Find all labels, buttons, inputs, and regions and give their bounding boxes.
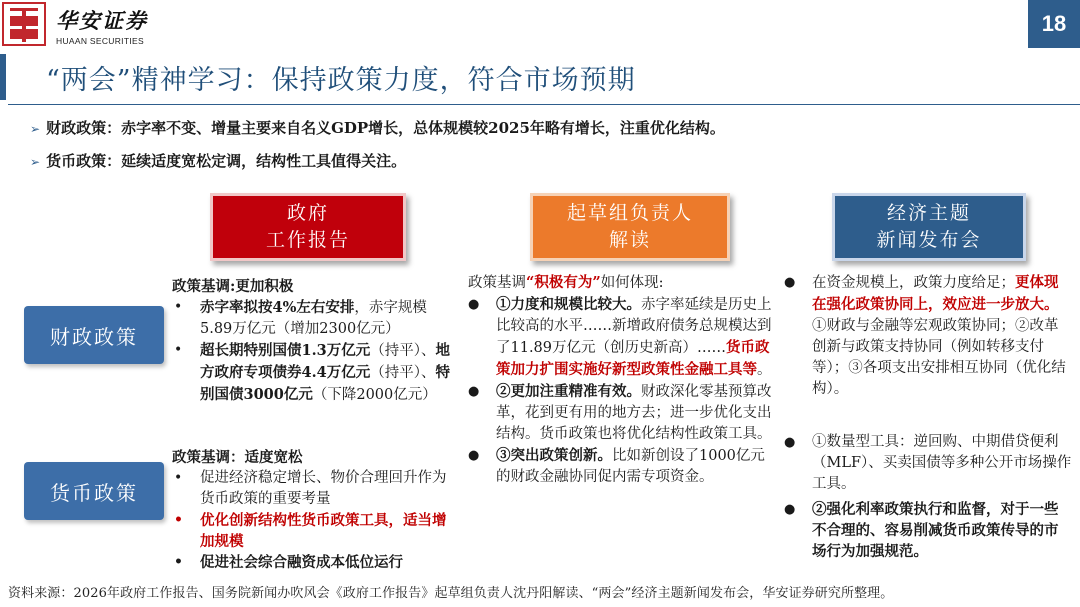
list-item: ● ②强化利率政策执行和监督，对于一些不合理的、容易削减货币政策传导的市场行为加强规范。 (784, 499, 1072, 562)
row-label-monetary: 货币政策 (24, 462, 164, 520)
list-item: • 赤字率拟按4%左右安排，赤字规模5.89万亿元（增加2300亿元） (172, 297, 457, 340)
press-monetary-block (784, 432, 1072, 562)
page-title: “两会”精神学习：保持政策力度，符合市场预期 (46, 65, 636, 96)
list-item: ● 在资金规模上，政策力度给足；更体现在强化政策协同上，效应进一步放大。①财政与金融等宏观政策协同；②改革创新与政策支持协同（例如转移支付等）；③各项支出安排相互协同（优化结构）。 (784, 272, 1072, 400)
page-number: 18 (1028, 0, 1080, 48)
gov-monetary-heading: 政策基调：适度宽松 (172, 449, 303, 466)
drafting-intro: 政策基调“积极有为”如何体现: (468, 274, 664, 291)
summary-monetary: ➢ 货币政策：延续适度宽松定调，结构性工具值得关注。 (30, 152, 407, 170)
title-accent-bar (0, 54, 6, 100)
gov-fiscal-heading: 政策基调:更加积极 (172, 278, 294, 295)
source-note: 资料来源：2026年政府工作报告、国务院新闻办吹风会《政府工作报告》起草组负责人沈丹阳解读、“两会”经济主题新闻发布会，华安证券研究所整理。 (8, 586, 894, 601)
column-gov-report: 政府 工作报告 (210, 193, 406, 261)
arrow-bullet-icon: ➢ (30, 155, 41, 169)
list-item: ● ①数量型工具：逆回购、中期借贷便利（MLF）、买卖国债等多种公开市场操作工具。 (784, 432, 1072, 495)
brand-name-cn: 华安证券 (56, 8, 148, 33)
column-drafting-group: 起草组负责人 解读 (530, 193, 730, 261)
gov-monetary-block (172, 447, 457, 573)
title-divider (8, 104, 1080, 105)
summary-fiscal: ➢ 财政政策：赤字率不变、增量主要来自名义GDP增长，总体规模较2025年略有增长，注重优化结构。 (30, 119, 725, 137)
list-item: ● ③突出政策创新。比如新创设了1000亿元的财政金融协同促内需专项资金。 (468, 445, 773, 488)
brand (56, 5, 148, 46)
list-item: • 超长期特别国债1.3万亿元（持平）、地方政府专项债券4.4万亿元（持平）、特别国债3000亿元（下降2000亿元） (172, 340, 457, 406)
list-item: • 促进经济稳定增长、物价合理回升作为货币政策的重要考量 (172, 468, 457, 510)
press-fiscal-block (784, 272, 1072, 400)
company-logo (2, 2, 46, 46)
brand-name-en: HUAAN SECURITIES (56, 36, 144, 46)
list-item: • 优化创新结构性货币政策工具，适当增加规模 (172, 510, 457, 552)
list-item: ● ①力度和规模比较大。赤字率延续是历史上比较高的水平……新增政府债务总规模达到了11.89万亿元（创历史新高）……货币政策加力扩围实施好新型政策性金融工具等。 (468, 294, 773, 381)
row-label-fiscal: 财政政策 (24, 306, 164, 364)
drafting-block (468, 272, 773, 488)
column-press-conference: 经济主题 新闻发布会 (832, 193, 1026, 261)
list-item: • 促进社会综合融资成本低位运行 (172, 552, 457, 573)
list-item: ● ②更加注重精准有效。财政深化零基预算改革，花到更有用的地方去；进一步优化支出结构。货币政策也将优化结构性政策工具。 (468, 381, 773, 445)
arrow-bullet-icon: ➢ (30, 122, 41, 136)
gov-fiscal-block (172, 276, 457, 406)
